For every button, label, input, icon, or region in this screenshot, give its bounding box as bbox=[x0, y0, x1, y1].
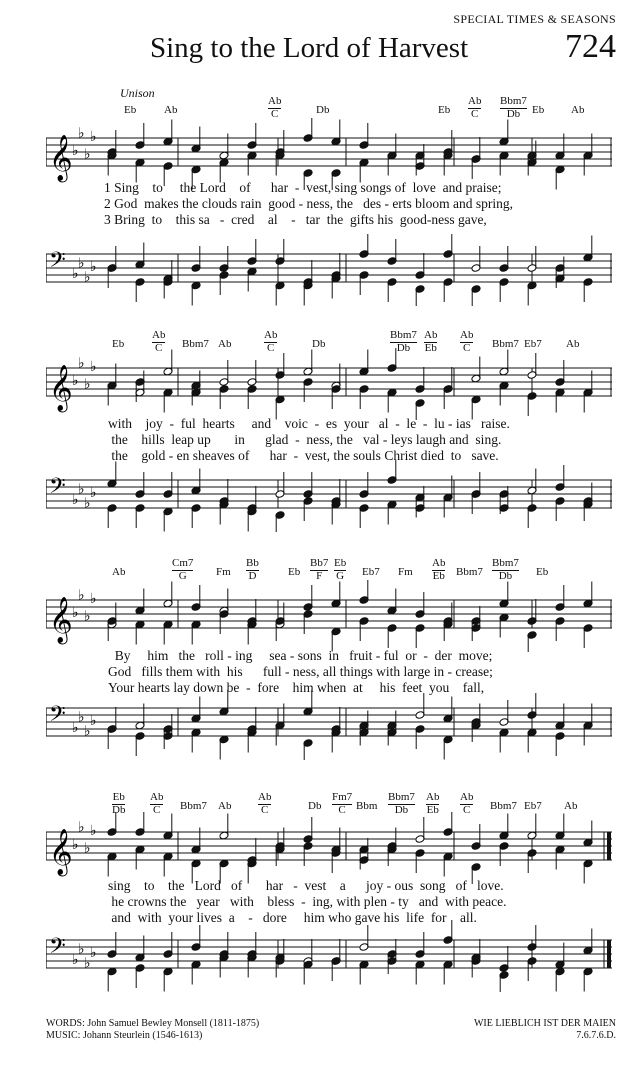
svg-text:♭: ♭ bbox=[84, 146, 91, 163]
section-header: SPECIAL TIMES & SEASONS bbox=[453, 12, 616, 26]
svg-text:♭: ♭ bbox=[78, 587, 85, 604]
chord-symbol: Eb G bbox=[334, 557, 347, 582]
chord-symbol: Eb bbox=[288, 566, 301, 578]
chord-symbol: Ab bbox=[571, 104, 585, 116]
chord-symbol: Ab Eb bbox=[426, 791, 440, 816]
chord-symbol: Bb D bbox=[246, 557, 259, 582]
lyric-line-1: sing to the Lord of har - vest a joy - ous song of love. bbox=[108, 878, 504, 893]
bass-clef-icon: 𝄢 bbox=[49, 248, 66, 278]
chord-symbol: Db bbox=[312, 338, 326, 350]
bass-clef-icon: 𝄢 bbox=[49, 702, 66, 732]
svg-text:♭: ♭ bbox=[90, 485, 97, 501]
svg-text:♭: ♭ bbox=[90, 945, 97, 961]
svg-text:♭: ♭ bbox=[78, 125, 85, 142]
lyric-line-2: the hills leap up in glad - ness, the val - leys laugh and sing. bbox=[108, 432, 502, 447]
svg-text:♭: ♭ bbox=[84, 495, 91, 512]
chord-symbol: Db bbox=[316, 104, 330, 116]
lyric-line-3: 3 Bring to this sa - cred al - tar the gifts his good-ness gave, bbox=[104, 212, 487, 227]
svg-text:♭: ♭ bbox=[78, 355, 85, 372]
treble-clef-icon: 𝄞 bbox=[49, 597, 73, 643]
chord-symbol: Ab bbox=[112, 566, 126, 578]
svg-text:♭: ♭ bbox=[72, 952, 79, 968]
chord-symbol: Eb bbox=[536, 566, 549, 578]
svg-text:♭: ♭ bbox=[84, 955, 91, 972]
svg-text:♭: ♭ bbox=[78, 481, 85, 498]
svg-text:♭: ♭ bbox=[78, 255, 85, 272]
lyric-line-1: with joy - ful hearts and voic - es your al - le - lu - ias raise. bbox=[108, 416, 510, 431]
chord-symbol: Ab C bbox=[460, 791, 474, 816]
chord-symbol: Ab C bbox=[152, 329, 166, 354]
music-credit: MUSIC: Johann Steurlein (1546-1613) bbox=[46, 1030, 203, 1041]
chord-symbol: Eb bbox=[532, 104, 545, 116]
chord-symbol: Ab Eb bbox=[432, 557, 446, 582]
hymn-title: Sing to the Lord of Harvest bbox=[150, 32, 469, 64]
chord-symbol: Ab bbox=[218, 338, 232, 350]
lyric-line-1: 1 Sing to the Lord of har - vest, sing songs of love and praise; bbox=[104, 180, 502, 195]
svg-text:♭: ♭ bbox=[84, 376, 91, 393]
music-system-2 bbox=[46, 330, 612, 530]
chord-symbol: Eb7 bbox=[524, 800, 542, 812]
svg-text:♭: ♭ bbox=[90, 713, 97, 729]
svg-text:♭: ♭ bbox=[72, 266, 79, 282]
svg-text:♭: ♭ bbox=[90, 823, 97, 839]
svg-text:♭: ♭ bbox=[84, 723, 91, 740]
svg-text:♭: ♭ bbox=[72, 720, 79, 736]
chord-symbol: Cm7 G bbox=[172, 557, 194, 582]
chord-symbol: Bbm7 bbox=[182, 338, 209, 350]
chord-symbol: Bbm bbox=[356, 800, 378, 812]
meter: 7.6.7.6.D. bbox=[576, 1030, 616, 1041]
treble-staff bbox=[46, 812, 612, 884]
chord-symbol: Eb7 bbox=[524, 338, 542, 350]
chord-symbol: Ab Eb bbox=[424, 329, 438, 354]
hymn-number: 724 bbox=[565, 28, 616, 65]
svg-text:♭: ♭ bbox=[72, 837, 79, 853]
svg-text:♭: ♭ bbox=[90, 591, 97, 607]
lyric-line-3: Your hearts lay down be - fore him when at his feet you fall, bbox=[108, 680, 485, 695]
music-system-4 bbox=[46, 792, 612, 992]
svg-text:♭: ♭ bbox=[72, 373, 79, 389]
treble-staff bbox=[46, 348, 612, 420]
chord-symbol: Bbm7 Db bbox=[390, 329, 417, 354]
chord-symbol: Ab C bbox=[150, 791, 164, 816]
bass-staff bbox=[46, 688, 612, 760]
bass-staff bbox=[46, 234, 612, 306]
chord-symbol: Bbm7 bbox=[490, 800, 517, 812]
svg-text:♭: ♭ bbox=[78, 709, 85, 726]
chord-symbol: Ab bbox=[566, 338, 580, 350]
tune-info bbox=[474, 1018, 616, 1042]
chord-symbol: Bbm7 Db bbox=[500, 95, 527, 120]
chord-symbol: Fm bbox=[216, 566, 231, 578]
music-system-1 bbox=[46, 96, 612, 311]
chord-symbol: Eb Db bbox=[112, 791, 126, 816]
chord-symbol: Eb7 bbox=[362, 566, 380, 578]
chord-symbol: Bb7 F bbox=[310, 557, 329, 582]
svg-text:♭: ♭ bbox=[72, 143, 79, 159]
svg-text:♭: ♭ bbox=[84, 608, 91, 625]
chord-symbol: Ab C bbox=[460, 329, 474, 354]
svg-text:♭: ♭ bbox=[84, 269, 91, 286]
chord-symbol: Fm7 C bbox=[332, 791, 353, 816]
lyric-line-2: 2 God makes the clouds rain good - ness, the des - erts bloom and spring, bbox=[104, 196, 514, 211]
chord-symbol: Ab bbox=[218, 800, 232, 812]
chord-symbol: Ab bbox=[564, 800, 578, 812]
lyric-line-2: he crowns the year with bless - ing, with plen - ty and with peace. bbox=[108, 894, 507, 909]
lyric-line-3: and with your lives a - dore him who gave his life for all. bbox=[108, 910, 477, 925]
svg-text:♭: ♭ bbox=[72, 492, 79, 508]
svg-text:♭: ♭ bbox=[90, 359, 97, 375]
chord-symbol: Ab C bbox=[268, 95, 282, 120]
tune-name: WIE LIEBLICH IST DER MAIEN bbox=[473, 1018, 616, 1029]
chord-symbol: Bbm7 Db bbox=[492, 557, 519, 582]
lyric-line-1: By him the roll - ing sea - sons in fruit - ful or - der move; bbox=[108, 648, 493, 663]
svg-text:♭: ♭ bbox=[78, 941, 85, 958]
music-system-3 bbox=[46, 558, 612, 758]
chord-symbol: Bbm7 bbox=[492, 338, 519, 350]
chord-symbol: Db bbox=[308, 800, 322, 812]
bass-staff bbox=[46, 460, 612, 532]
svg-text:♭: ♭ bbox=[90, 259, 97, 275]
chord-symbol: Ab C bbox=[468, 95, 482, 120]
bass-staff bbox=[46, 920, 612, 992]
bass-clef-icon: 𝄢 bbox=[49, 474, 66, 504]
chord-symbol: Ab C bbox=[258, 791, 272, 816]
svg-text:♭: ♭ bbox=[72, 605, 79, 621]
svg-text:♭: ♭ bbox=[90, 129, 97, 145]
chord-symbol: Fm bbox=[398, 566, 413, 578]
chord-symbol: Bbm7 Db bbox=[388, 791, 415, 816]
chord-symbol: Ab bbox=[164, 104, 178, 116]
treble-clef-icon: 𝄞 bbox=[49, 829, 73, 875]
chord-symbol: Ab C bbox=[264, 329, 278, 354]
performance-note: Unison bbox=[120, 86, 155, 100]
treble-clef-icon: 𝄞 bbox=[49, 135, 73, 181]
lyric-line-2: God fills them with his full - ness, all things with large in - crease; bbox=[108, 664, 493, 679]
svg-text:♭: ♭ bbox=[78, 819, 85, 836]
chord-symbol: Eb bbox=[124, 104, 137, 116]
svg-text:♭: ♭ bbox=[84, 840, 91, 857]
credits bbox=[46, 1018, 259, 1042]
treble-staff bbox=[46, 580, 612, 652]
treble-clef-icon: 𝄞 bbox=[49, 365, 73, 411]
lyric-line-3: the gold - en sheaves of har - vest, the souls Christ died to save. bbox=[108, 448, 499, 463]
chord-symbol: Bbm7 bbox=[456, 566, 483, 578]
chord-symbol: Eb bbox=[438, 104, 451, 116]
words-credit: WORDS: John Samuel Bewley Monsell (1811-1875) bbox=[46, 1018, 260, 1029]
bass-clef-icon: 𝄢 bbox=[49, 934, 66, 964]
chord-symbol: Eb bbox=[112, 338, 125, 350]
chord-symbol: Bbm7 bbox=[180, 800, 207, 812]
